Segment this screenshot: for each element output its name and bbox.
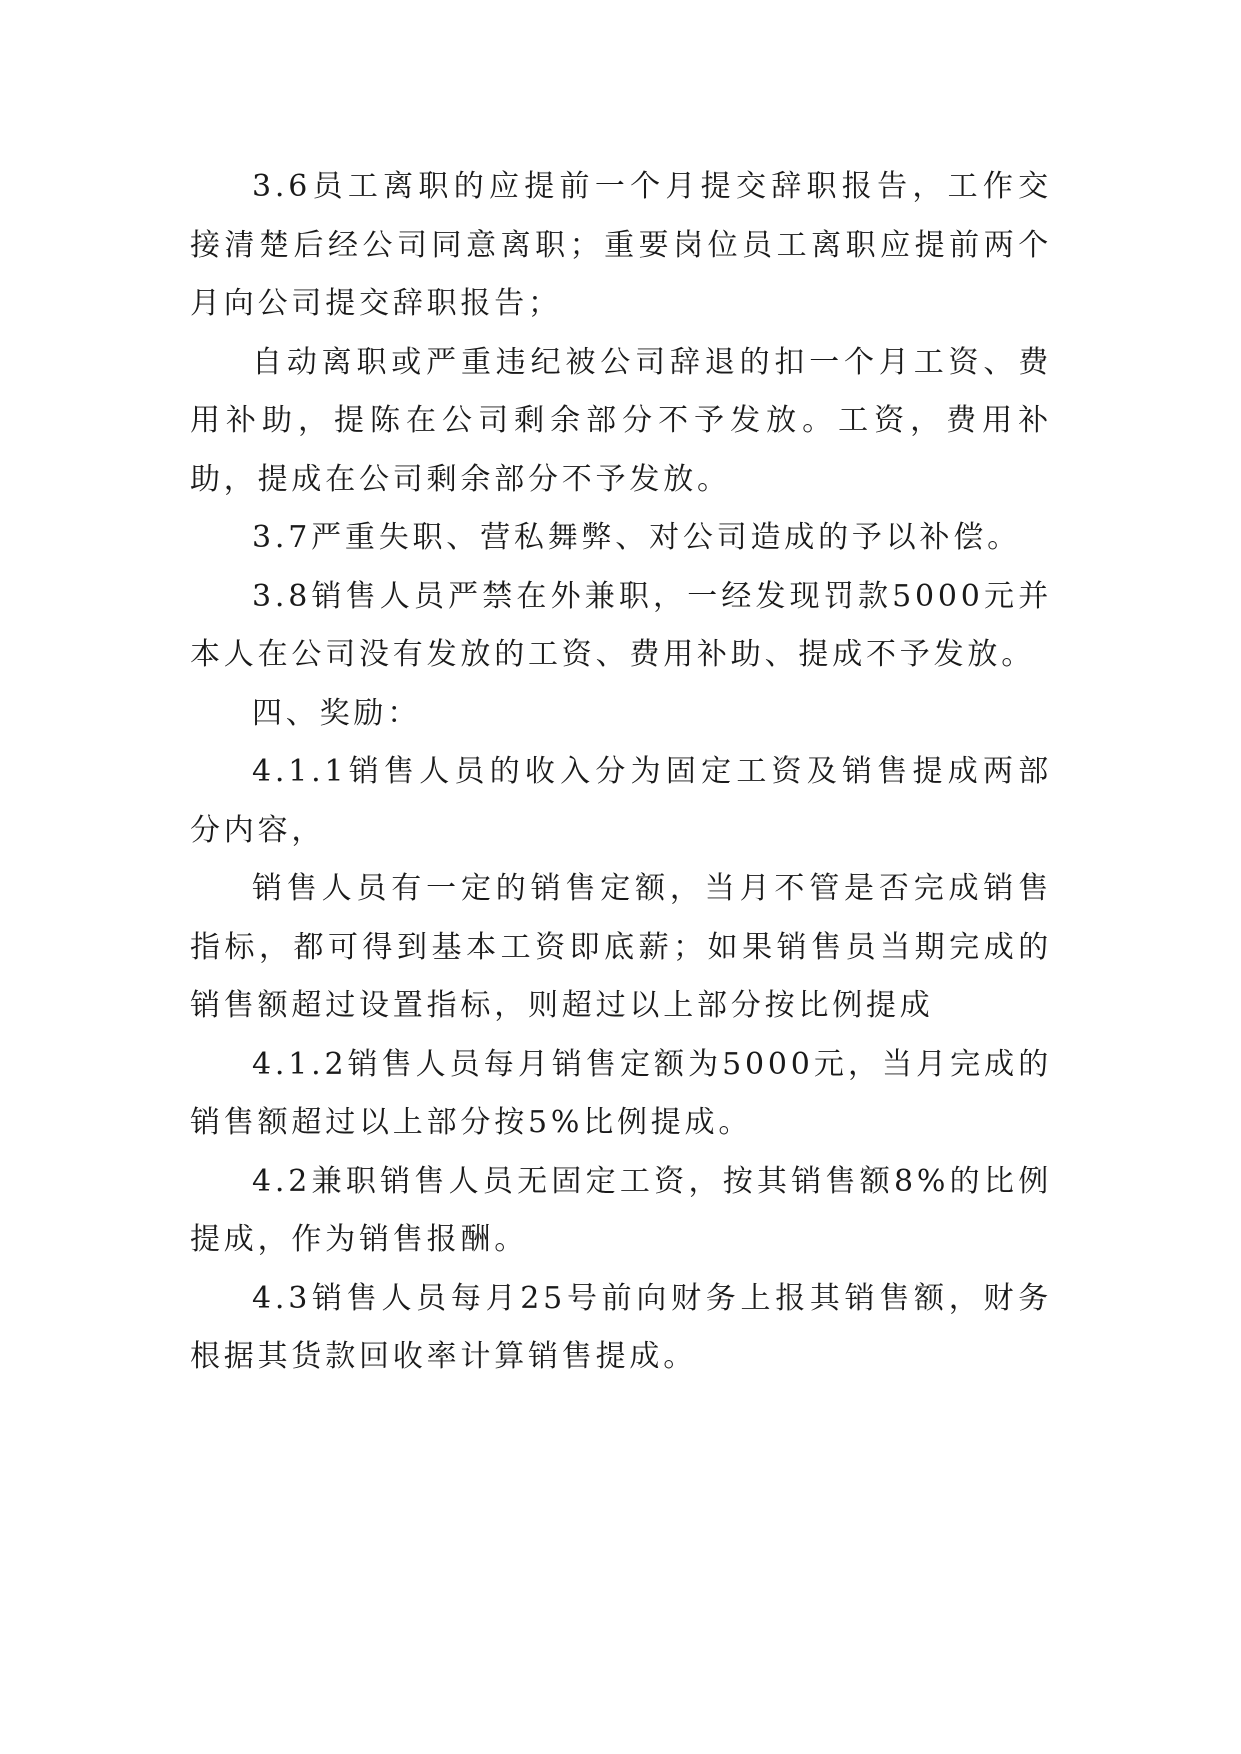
paragraph-resignation-penalty: 自动离职或严重违纪被公司辞退的扣一个月工资、费用补助，提陈在公司剩余部分不予发放。工资，费用补助，提成在公司剩余部分不予发放。 <box>190 344 1052 497</box>
paragraph-4-2: 4.2兼职销售人员无固定工资，按其销售额8%的比例提成，作为销售报酬。 <box>190 1163 1052 1257</box>
paragraph-3-6: 3.6员工离职的应提前一个月提交辞职报告，工作交接清楚后经公司同意离职；重要岗位员工离职应提前两个月向公司提交辞职报告； <box>190 169 1052 321</box>
paragraph-3-7: 3.7严重失职、营私舞弊、对公司造成的予以补偿。 <box>252 520 1021 555</box>
paragraph-3-8: 3.8销售人员严禁在外兼职，一经发现罚款5000元并本人在公司没有发放的工资、费用补助、提成不予发放。 <box>190 578 1052 672</box>
paragraph-4-3: 4.3销售人员每月25号前向财务上报其销售额，财务根据其货款回收率计算销售提成。 <box>190 1280 1052 1374</box>
paragraph-4-1-2: 4.1.2销售人员每月销售定额为5000元，当月完成的销售额超过以上部分按5%比例提成。 <box>190 1046 1052 1140</box>
document-body <box>190 158 1052 1387</box>
section-heading-rewards: 四、奖励： <box>252 695 421 731</box>
paragraph-4-1-1: 4.1.1销售人员的收入分为固定工资及销售提成两部分内容， <box>190 754 1052 848</box>
paragraph-sales-quota: 销售人员有一定的销售定额，当月不管是否完成销售指标，都可得到基本工资即底薪；如果销售员当期完成的销售额超过设置指标，则超过以上部分按比例提成 <box>190 871 1052 1023</box>
